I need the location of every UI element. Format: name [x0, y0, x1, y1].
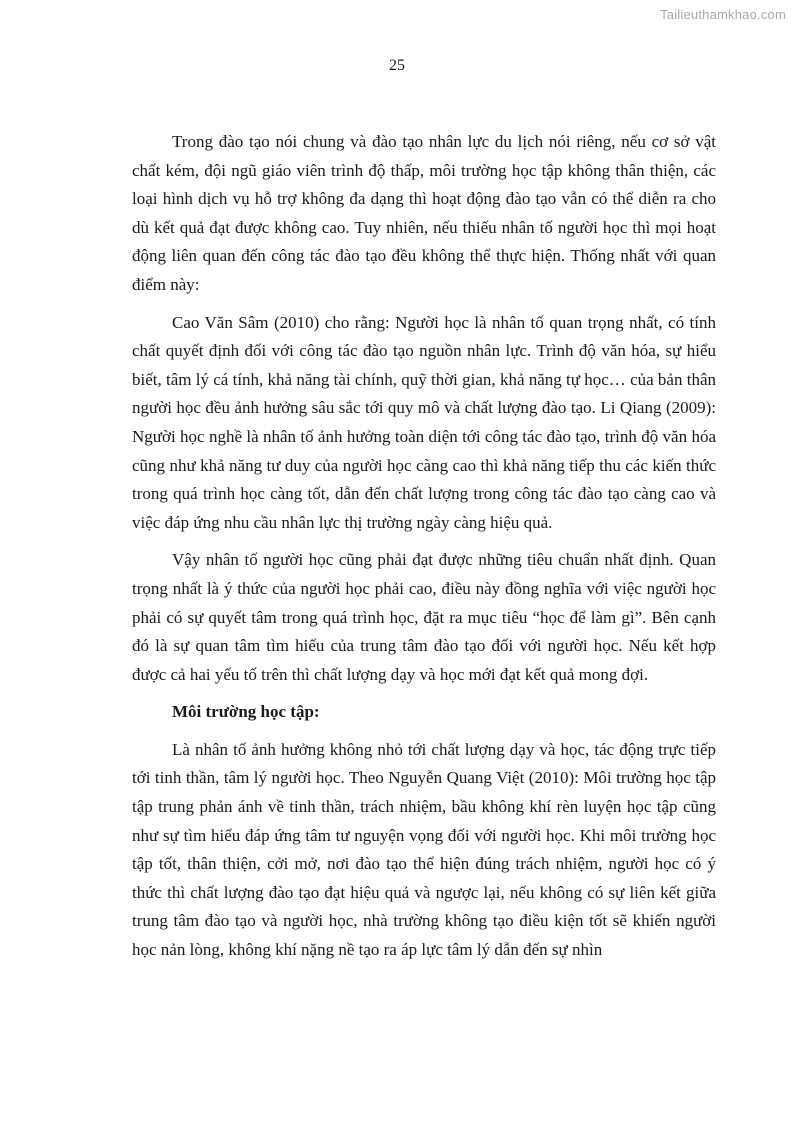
document-body	[132, 128, 716, 974]
paragraph-learner-factor: Cao Văn Sâm (2010) cho rằng: Người học là nhân tố quan trọng nhất, có tính chất quyết định đối với công tác đào tạo nguồn nhân lực. Trình độ văn hóa, sự hiểu biết, tâm lý cá tính, khả năng tài chính, quỹ thời gian, khả năng tự học… của bản thân người học đều ảnh hưởng sâu sắc tới quy mô và chất lượng đào tạo. Li Qiang (2009): Người học nghề là nhân tố ảnh hưởng toàn diện tới công tác đào tạo, trình độ văn hóa cũng như khả năng tư duy của người học càng cao thì khả năng tiếp thu các kiến thức trong quá trình học càng tốt, dẫn đến chất lượng trong công tác đào tạo càng cao và việc đáp ứng nhu cầu nhân lực thị trường ngày càng hiệu quả.	[132, 312, 716, 532]
page-number: 25	[389, 57, 405, 74]
watermark-text: Tailieuthamkhao.com	[660, 7, 786, 22]
paragraph-training-factors: Trong đào tạo nói chung và đào tạo nhân lực du lịch nói riêng, nếu cơ sở vật chất kém, đội ngũ giáo viên trình độ thấp, môi trường học tập không thân thiện, các loại hình dịch vụ hỗ trợ không đa dạng thì hoạt động đào tạo vẫn có thể diễn ra cho dù kết quả đạt được không cao. Tuy nhiên, nếu thiếu nhân tố người học thì mọi hoạt động liên quan đến công tác đào tạo đều không thể thực hiện. Thống nhất với quan điểm này:	[132, 132, 716, 294]
section-heading-learning-environment: Môi trường học tập:	[172, 702, 320, 722]
paragraph-learning-environment: Là nhân tố ảnh hưởng không nhỏ tới chất lượng dạy và học, tác động trực tiếp tới tinh thần, tâm lý người học. Theo Nguyễn Quang Việt (2010): Môi trường học tập tập trung phản ánh về tinh thần, trách nhiệm, bầu không khí rèn luyện học tập cũng như sự tìm hiểu đáp ứng tâm tư nguyện vọng đối với người học. Khi môi trường học tập tốt, thân thiện, cởi mở, nơi đào tạo thể hiện đúng trách nhiệm, người học có ý thức thì chất lượng đào tạo đạt hiệu quả và ngược lại, nếu không có sự liên kết giữa trung tâm đào tạo và người học, nhà trường không tạo điều kiện tốt sẽ khiến người học nản lòng, không khí nặng nề tạo ra áp lực tâm lý dẫn đến sự nhìn	[132, 739, 716, 960]
paragraph-learner-standards: Vậy nhân tố người học cũng phải đạt được những tiêu chuẩn nhất định. Quan trọng nhất là ý thức của người học phải cao, điều này đồng nghĩa với việc người học phải có sự quyết tâm trong quá trình học, đặt ra mục tiêu “học để làm gì”. Bên cạnh đó là sự quan tâm tìm hiểu của trung tâm đào tạo đối với người học. Nếu kết hợp được cả hai yếu tố trên thì chất lượng dạy và học mới đạt kết quả mong đợi.	[132, 550, 716, 684]
